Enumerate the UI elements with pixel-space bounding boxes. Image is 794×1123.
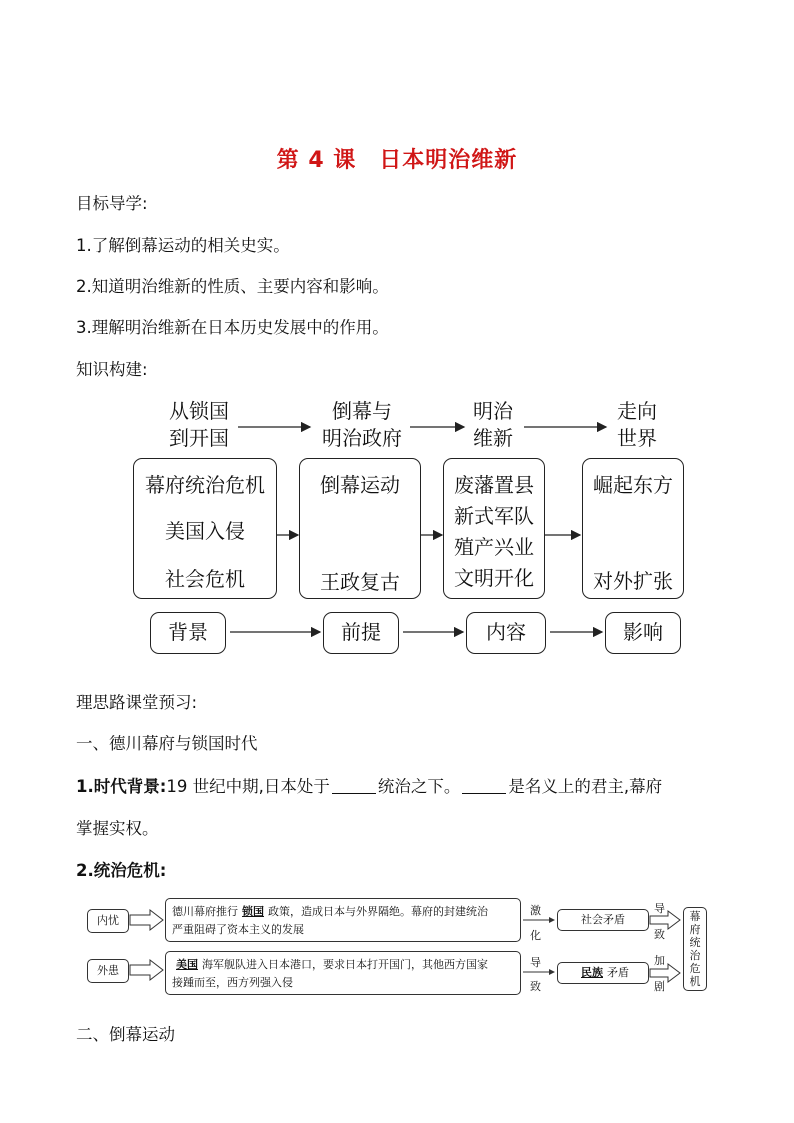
label-aggravate-2: 剧 [654, 980, 665, 993]
content-box-background: 幕府统治危机 美国入侵 社会危机 [133, 458, 277, 599]
stage-label-3: 明治 维新 [473, 399, 513, 450]
question-2-label: 2.统治危机: [76, 861, 167, 880]
outer-trouble-box: 外患 [87, 959, 129, 983]
content-box-influence: 崛起东方 对外扩张 [582, 458, 684, 599]
social-contradiction-box: 社会矛盾 [557, 909, 649, 931]
goal-item-1: 1.了解倒幕运动的相关史实。 [76, 236, 290, 255]
content-box-content: 废藩置县 新式军队 殖产兴业 文明开化 [443, 458, 545, 599]
stage-label-4: 走向 世界 [617, 399, 657, 450]
question-1-line-2: 掌握实权。 [76, 819, 159, 838]
stage-label-2: 倒幕与 明治政府 [322, 399, 402, 450]
answer-seclusion: 锁国 [242, 905, 264, 918]
question-1-text-b: 统治之下。 [377, 777, 461, 796]
goal-item-2: 2.知道明治维新的性质、主要内容和影响。 [76, 277, 389, 296]
label-aggravate-1: 加 [654, 954, 665, 967]
pill-background: 背景 [150, 612, 226, 654]
section-1-heading: 一、德川幕府与锁国时代 [76, 734, 258, 753]
content-box-premise: 倒幕运动 王政复古 [299, 458, 421, 599]
block-arrow-inner [130, 910, 163, 930]
answer-usa: 美国 [176, 958, 198, 971]
pill-influence: 影响 [605, 612, 681, 654]
question-1-text-a: 19 世纪中期,日本处于 [166, 777, 330, 796]
pill-premise: 前提 [323, 612, 399, 654]
label-lead-1: 导 [530, 956, 541, 969]
section-2-heading: 二、倒幕运动 [76, 1025, 175, 1044]
label-cause-1: 导 [654, 902, 665, 915]
goals-heading: 目标导学: [76, 194, 148, 213]
inner-trouble-box: 内忧 [87, 909, 129, 933]
knowledge-heading: 知识构建: [76, 360, 148, 379]
outer-trouble-detail: 美国 海军舰队进入日本港口，要求日本打开国门，其他西方国家 接踵而至，西方列强入侵 [165, 951, 521, 995]
national-contradiction-box: 民族 矛盾 [557, 962, 649, 984]
label-intensify-1: 激 [530, 904, 541, 917]
goal-item-3: 3.理解明治维新在日本历史发展中的作用。 [76, 318, 389, 337]
label-lead-2: 致 [530, 980, 541, 993]
pill-content: 内容 [466, 612, 546, 654]
answer-national: 民族 [581, 966, 603, 979]
inner-trouble-detail: 德川幕府推行 锁国 政策，造成日本与外界隔绝。幕府的封建统治 严重阻碍了资本主义的发展 [165, 898, 521, 942]
preview-heading: 理思路课堂预习: [76, 693, 198, 712]
label-intensify-2: 化 [530, 929, 541, 942]
shogunate-crisis-box: 幕 府 统 治 危 机 [683, 907, 707, 991]
block-arrow-outer [130, 960, 163, 980]
question-1-label: 1.时代背景: [76, 777, 167, 796]
stage-label-1: 从锁国 到开国 [169, 399, 229, 450]
label-cause-2: 致 [654, 928, 665, 941]
question-1-text-c: 是名义上的君主,幕府 [508, 777, 663, 796]
page-title: 第 4 课 日本明治维新 [276, 148, 518, 173]
